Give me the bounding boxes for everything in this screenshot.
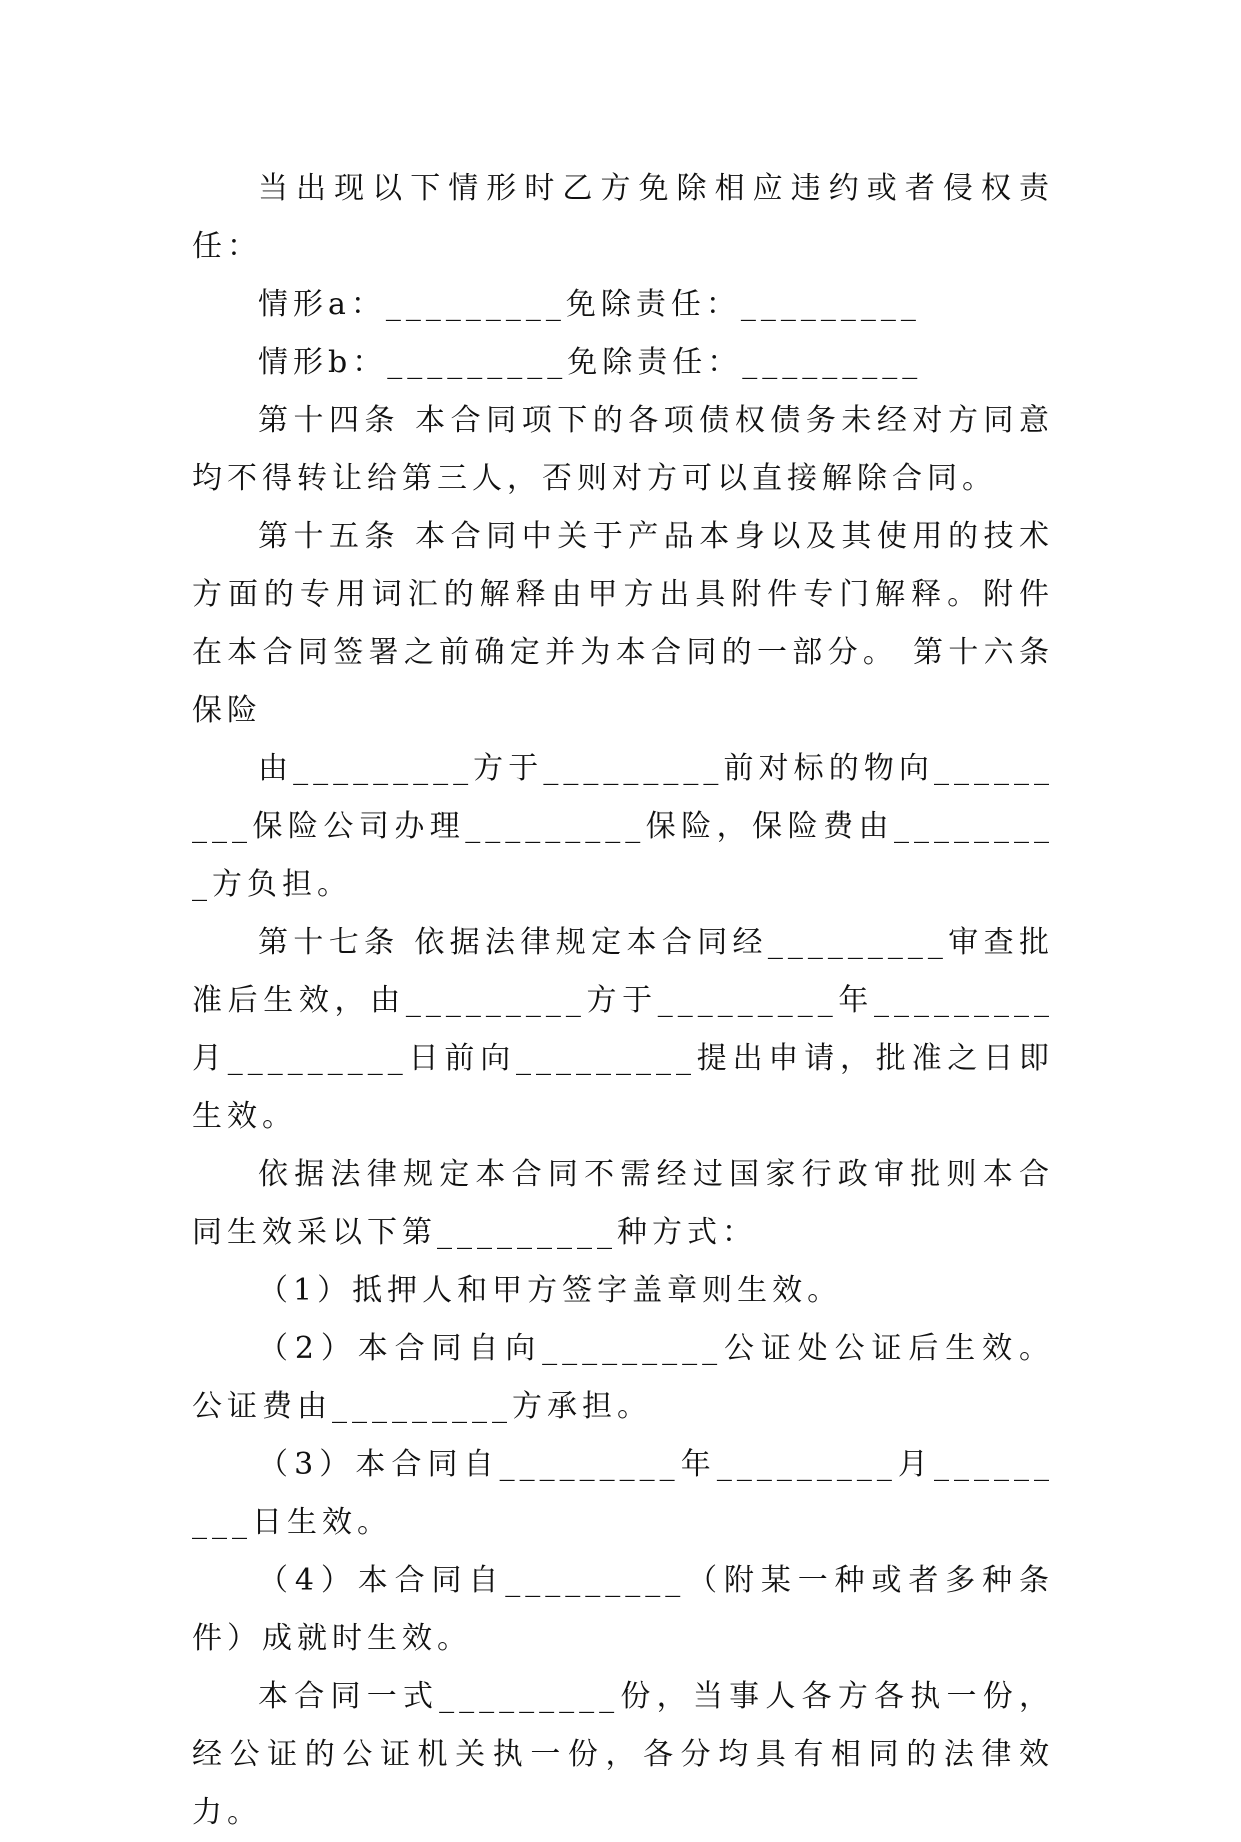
paragraph-method-2: （2）本合同自向_________公证处公证后生效。公证费由_________方承担。 [192,1331,1054,1424]
document-body [192,160,1054,1842]
paragraph-case-b: 情形b：_________免除责任：_________ [258,345,923,380]
paragraph-article-15: 第十五条 本合同中关于产品本身以及其使用的技术方面的专用词汇的解释由甲方出具附件专门解释。附件在本合同签署之前确定并为本合同的一部分。 第十六条 保险 [192,519,1054,728]
paragraph-case-a: 情形a：_________免除责任：_________ [258,287,921,322]
paragraph-article-14: 第十四条 本合同项下的各项债权债务未经对方同意均不得转让给第三人，否则对方可以直接解除合同。 [192,403,1054,496]
paragraph-method-4: （4）本合同自_________（附某一种或者多种条件）成就时生效。 [192,1563,1054,1656]
paragraph-effect-methods: 依据法律规定本合同不需经过国家行政审批则本合同生效采以下第_________种方式： [192,1157,1054,1250]
paragraph-insurance: 由_________方于_________前对标的物向_________保险公司办理_________保险，保险费由_________方负担。 [192,751,1054,902]
paragraph-method-3: （3）本合同自_________年_________月_________日生效。 [192,1447,1054,1540]
paragraph-exemption-intro: 当出现以下情形时乙方免除相应违约或者侵权责任： [192,171,1054,264]
paragraph-method-1: （1）抵押人和甲方签字盖章则生效。 [258,1273,843,1308]
paragraph-article-17: 第十七条 依据法律规定本合同经_________审查批准后生效，由_________方于_________年_________月_________日前向_________提出申请，批准之日即生效。 [192,925,1054,1134]
paragraph-copies: 本合同一式_________份，当事人各方各执一份，经公证的公证机关执一份，各分均具有相同的法律效力。 [192,1679,1054,1830]
